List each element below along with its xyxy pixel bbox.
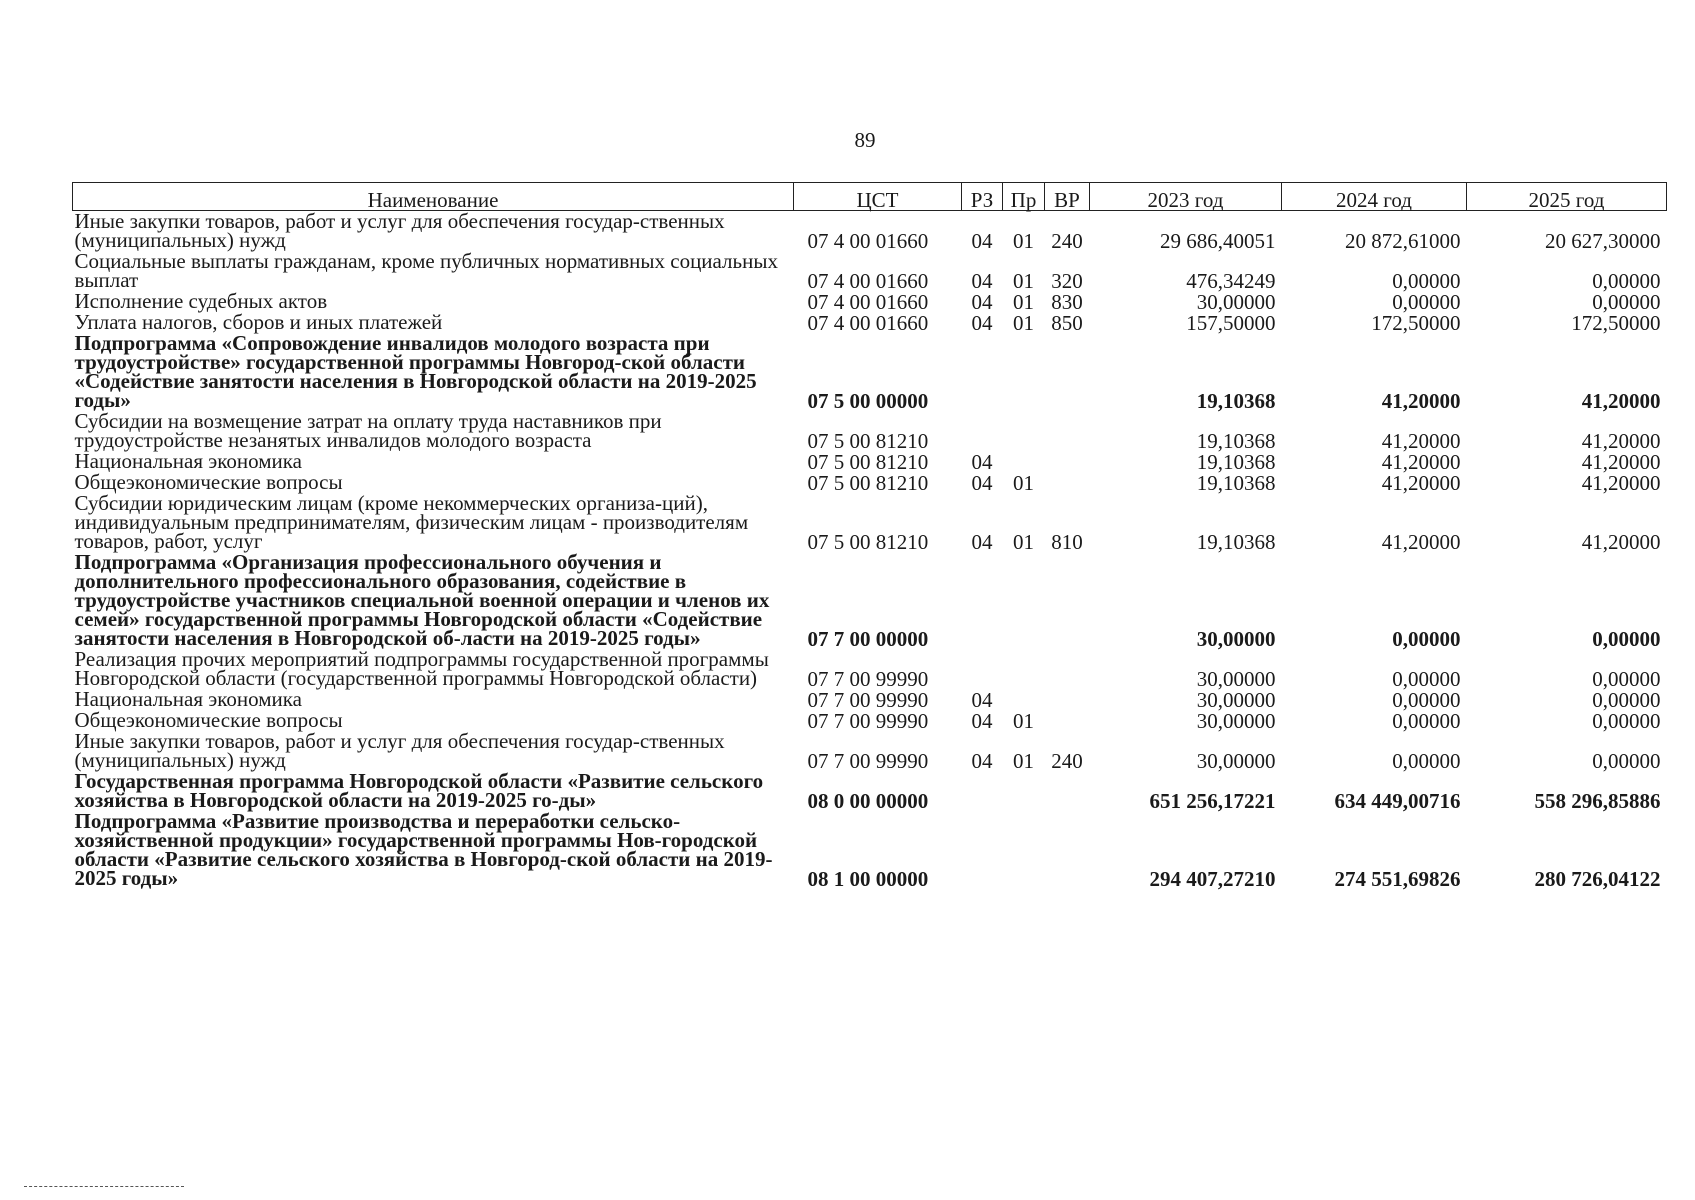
row-2025: 41,20000 — [1581, 530, 1661, 554]
row-2025: 172,50000 — [1571, 311, 1661, 335]
header-name: Наименование — [73, 183, 794, 211]
row-vr: 810 — [1051, 530, 1083, 554]
row-2024: 41,20000 — [1381, 389, 1461, 413]
row-rz — [962, 552, 1003, 649]
header-cst: ЦСТ — [794, 183, 962, 211]
row-pr: 01 — [1013, 229, 1034, 253]
row-2024: 41,20000 — [1381, 450, 1461, 474]
row-2025: 41,20000 — [1581, 429, 1661, 453]
row-2025: 0,00000 — [1592, 627, 1661, 651]
row-cst: 07 7 00 99990 — [807, 709, 929, 733]
row-2025: 41,20000 — [1581, 450, 1661, 474]
row-rz: 04 — [971, 749, 993, 773]
row-rz: 04 — [971, 530, 993, 554]
row-vr: 240 — [1051, 229, 1083, 253]
row-vr — [1045, 811, 1090, 889]
row-name: Иные закупки товаров, работ и услуг для обеспечения государ-ственных (муниципальных) нужд — [74, 209, 725, 252]
row-name: Социальные выплаты гражданам, кроме публичных нормативных социальных выплат — [74, 249, 778, 292]
table-row — [73, 493, 1667, 552]
row-vr: 240 — [1051, 749, 1083, 773]
row-2025: 558 296,85886 — [1534, 789, 1661, 813]
row-2025: 0,00000 — [1592, 688, 1661, 712]
row-2024: 0,00000 — [1392, 290, 1461, 314]
row-name: Подпрограмма «Сопровождение инвалидов молодого возраста при трудоустройстве» государственной программы Новгород-ской области «Содействие занятости населения в Новгородской области на 2019-2025 годы» — [74, 331, 757, 412]
row-2024: 0,00000 — [1392, 688, 1461, 712]
row-vr — [1045, 411, 1090, 451]
table-row — [73, 689, 1667, 710]
row-vr: 830 — [1051, 290, 1083, 314]
row-cst: 08 1 00 00000 — [807, 867, 929, 891]
row-2024: 172,50000 — [1371, 311, 1461, 335]
row-2025: 41,20000 — [1581, 389, 1661, 413]
row-2023: 19,10368 — [1196, 389, 1276, 413]
row-vr — [1045, 771, 1090, 811]
row-2024: 0,00000 — [1392, 667, 1461, 691]
row-2024: 0,00000 — [1392, 269, 1461, 293]
row-name: Подпрограмма «Развитие производства и переработки сельско-хозяйственной продукции» государственной программы Нов-городской области «Развитие сельского хозяйства в Новгород-ской области на 2019-2025 годы» — [74, 809, 773, 890]
row-pr: 01 — [1013, 530, 1034, 554]
row-rz — [962, 649, 1003, 689]
row-name: Иные закупки товаров, работ и услуг для обеспечения государ-ственных (муниципальных) нужд — [74, 729, 725, 772]
row-rz — [962, 411, 1003, 451]
row-pr: 01 — [1013, 311, 1034, 335]
row-2024: 634 449,00716 — [1334, 789, 1461, 813]
row-2023: 30,00000 — [1196, 627, 1276, 651]
row-2024: 0,00000 — [1392, 627, 1461, 651]
row-rz: 04 — [971, 311, 993, 335]
row-rz — [962, 771, 1003, 811]
row-name: Национальная экономика — [74, 449, 302, 473]
row-cst: 07 7 00 00000 — [807, 627, 929, 651]
row-pr — [1003, 649, 1045, 689]
header-pr: Пр — [1003, 183, 1045, 211]
row-2025: 41,20000 — [1581, 471, 1661, 495]
row-2023: 30,00000 — [1196, 290, 1276, 314]
page-number: 89 — [854, 128, 876, 152]
row-pr — [1003, 811, 1045, 889]
row-cst: 07 7 00 99990 — [807, 667, 929, 691]
row-2024: 41,20000 — [1381, 530, 1461, 554]
row-2023: 30,00000 — [1196, 749, 1276, 773]
row-2024: 0,00000 — [1392, 709, 1461, 733]
row-2025: 0,00000 — [1592, 269, 1661, 293]
row-2025: 20 627,30000 — [1545, 229, 1661, 253]
row-vr — [1045, 552, 1090, 649]
row-2023: 19,10368 — [1196, 450, 1276, 474]
table-row — [73, 291, 1667, 312]
table-row — [73, 211, 1667, 252]
row-pr — [1003, 689, 1045, 710]
row-2024: 41,20000 — [1381, 471, 1461, 495]
row-cst: 07 5 00 00000 — [807, 389, 929, 413]
row-2023: 651 256,17221 — [1149, 789, 1276, 813]
scan-artifact-line — [24, 1186, 184, 1187]
row-2025: 0,00000 — [1592, 667, 1661, 691]
table-row — [73, 451, 1667, 472]
row-vr — [1045, 472, 1090, 493]
row-name: Общеэкономические вопросы — [74, 708, 343, 732]
row-vr — [1045, 333, 1090, 411]
row-cst: 07 7 00 99990 — [807, 688, 929, 712]
row-2023: 30,00000 — [1196, 667, 1276, 691]
row-rz: 04 — [971, 269, 993, 293]
row-2025: 0,00000 — [1592, 290, 1661, 314]
table-row — [73, 312, 1667, 333]
row-cst: 07 5 00 81210 — [807, 450, 929, 474]
row-cst: 07 7 00 99990 — [807, 749, 929, 773]
row-rz: 04 — [971, 688, 993, 712]
table-row — [73, 710, 1667, 731]
row-pr: 01 — [1013, 471, 1034, 495]
row-cst: 07 5 00 81210 — [807, 471, 929, 495]
row-2023: 19,10368 — [1196, 530, 1276, 554]
table-row — [73, 731, 1667, 771]
row-2025: 0,00000 — [1592, 709, 1661, 733]
header-vr: ВР — [1045, 183, 1090, 211]
row-pr — [1003, 771, 1045, 811]
row-name: Исполнение судебных актов — [74, 289, 328, 313]
table-row — [73, 771, 1667, 811]
row-2023: 29 686,40051 — [1160, 229, 1276, 253]
row-cst: 07 5 00 81210 — [807, 530, 929, 554]
row-cst: 07 4 00 01660 — [807, 290, 929, 314]
row-rz: 04 — [971, 709, 993, 733]
row-cst: 07 4 00 01660 — [807, 311, 929, 335]
table-row — [73, 649, 1667, 689]
row-name: Реализация прочих мероприятий подпрограммы государственной программы Новгородской области (государственной программы Новгородской области) — [74, 647, 769, 690]
row-pr — [1003, 333, 1045, 411]
row-2025: 0,00000 — [1592, 749, 1661, 773]
row-rz: 04 — [971, 450, 993, 474]
header-2023: 2023 год — [1090, 183, 1282, 211]
row-cst: 07 4 00 01660 — [807, 229, 929, 253]
budget-table — [72, 182, 1667, 889]
row-2023: 294 407,27210 — [1149, 867, 1276, 891]
table-body — [73, 211, 1667, 890]
table-row — [73, 472, 1667, 493]
row-pr — [1003, 411, 1045, 451]
row-2023: 19,10368 — [1196, 471, 1276, 495]
table-row — [73, 552, 1667, 649]
table-row — [73, 251, 1667, 291]
table-row — [73, 333, 1667, 411]
row-rz: 04 — [971, 229, 993, 253]
row-name: Подпрограмма «Организация профессионального обучения и дополнительного профессионального образования, содействие в трудоустройстве участников специальной военной операции и членов их семей» государственной программы Новгородской области «Содействие занятости населения в Новгородской об-ласти на 2019-2025 годы» — [74, 550, 770, 650]
row-name: Национальная экономика — [74, 687, 302, 711]
row-cst: 08 0 00 00000 — [807, 789, 929, 813]
row-name: Субсидии на возмещение затрат на оплату труда наставников при трудоустройстве незанятых инвалидов молодого возраста — [74, 409, 662, 452]
row-name: Субсидии юридическим лицам (кроме некоммерческих организа-ций), индивидуальным предпринимателям, физическим лицам - производителям товаров, работ, услуг — [74, 491, 749, 553]
table-row — [73, 411, 1667, 451]
row-vr: 320 — [1051, 269, 1083, 293]
row-2024: 0,00000 — [1392, 749, 1461, 773]
row-2023: 30,00000 — [1196, 709, 1276, 733]
row-pr — [1003, 552, 1045, 649]
row-name: Общеэкономические вопросы — [74, 470, 343, 494]
row-vr — [1045, 689, 1090, 710]
header-2024: 2024 год — [1282, 183, 1467, 211]
row-cst: 07 4 00 01660 — [807, 269, 929, 293]
row-pr — [1003, 451, 1045, 472]
row-vr — [1045, 451, 1090, 472]
row-cst: 07 5 00 81210 — [807, 429, 929, 453]
header-2025: 2025 год — [1467, 183, 1667, 211]
row-2023: 30,00000 — [1196, 688, 1276, 712]
row-2024: 274 551,69826 — [1334, 867, 1461, 891]
row-vr — [1045, 649, 1090, 689]
row-2023: 157,50000 — [1186, 311, 1276, 335]
row-vr — [1045, 710, 1090, 731]
row-2023: 19,10368 — [1196, 429, 1276, 453]
row-name: Государственная программа Новгородской области «Развитие сельского хозяйства в Новгородской области на 2019-2025 го-ды» — [74, 769, 764, 812]
row-rz — [962, 333, 1003, 411]
row-2024: 41,20000 — [1381, 429, 1461, 453]
row-name: Уплата налогов, сборов и иных платежей — [74, 310, 443, 334]
row-rz — [962, 811, 1003, 889]
row-rz: 04 — [971, 290, 993, 314]
row-2025: 280 726,04122 — [1534, 867, 1661, 891]
row-2023: 476,34249 — [1186, 269, 1276, 293]
row-pr: 01 — [1013, 269, 1034, 293]
header-rz: РЗ — [962, 183, 1003, 211]
table-row — [73, 811, 1667, 889]
row-2024: 20 872,61000 — [1345, 229, 1461, 253]
row-vr: 850 — [1051, 311, 1083, 335]
row-pr: 01 — [1013, 749, 1034, 773]
row-rz: 04 — [971, 471, 993, 495]
row-pr: 01 — [1013, 290, 1034, 314]
row-pr: 01 — [1013, 709, 1034, 733]
table-header — [73, 183, 1667, 211]
